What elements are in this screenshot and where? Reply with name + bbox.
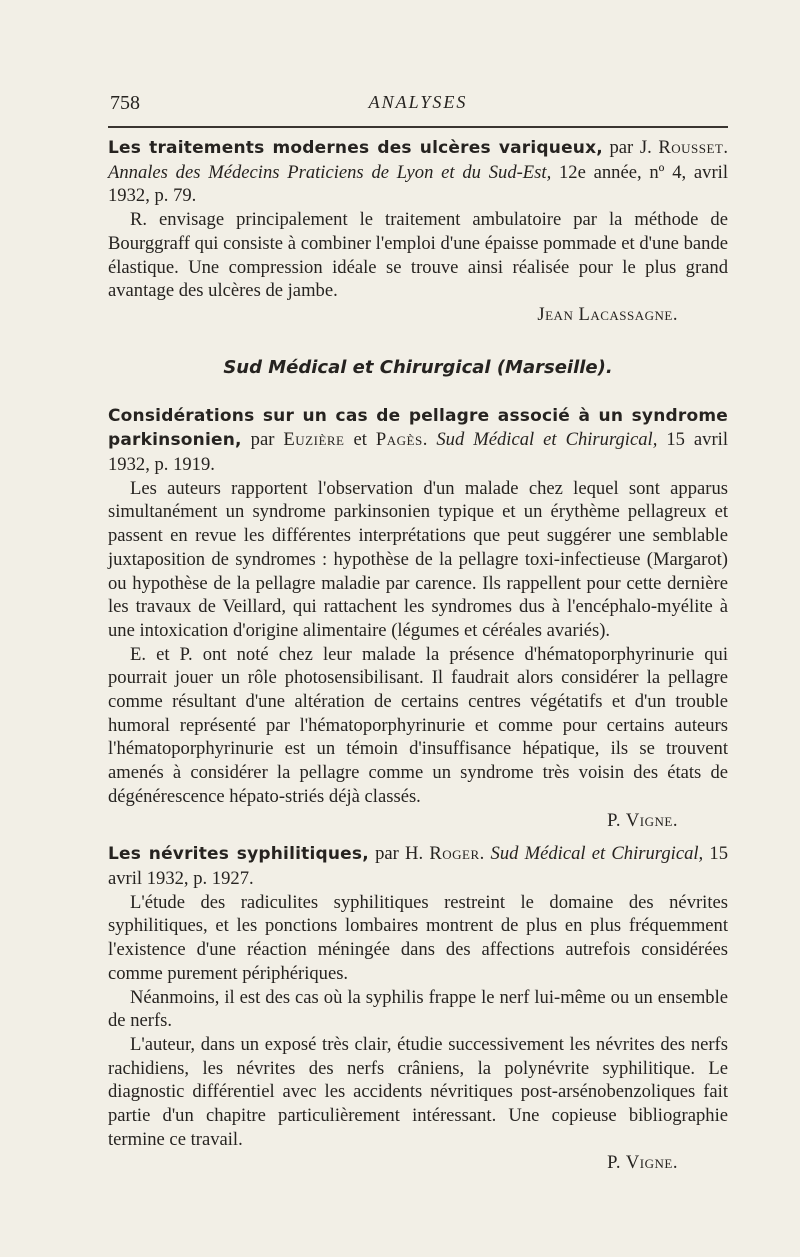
article-3-by: par H. [368, 843, 430, 865]
article-2-author-2: Pagès [375, 429, 423, 451]
article-1-body: R. envisage principalement le traitement ambulatoire par la méthode de Bourggraff qui consiste à combiner l'emploi d'une épaisse pommade et d'une bande élastique. Une compression idéale se trouve ainsi réalisée pour le plus grand avantage des ulcères de jambe. [108, 209, 728, 302]
article-1-details: 12e année, nº 4, avril 1932, p. 79. [108, 161, 729, 207]
article-2-title: Considérations sur un cas de pellagre associé à un syndrome parkinsonien, [108, 405, 728, 451]
article-1-source: Annales des Médecins Praticiens de Lyon et du Sud-Est, [108, 161, 552, 183]
article-1-title: Les traitements modernes des ulcères variqueux, [108, 138, 603, 158]
article-3-title: Les névrites syphilitiques, [108, 844, 369, 865]
journal-page [108, 92, 728, 1175]
article-3-signature: P. Vigne. [607, 1152, 678, 1174]
article-2-signature: P. Vigne. [607, 809, 678, 831]
article-3-source-sep: . [479, 843, 491, 865]
article-3-body-1: L'étude des radiculites syphilitiques restreint le domaine des névrites syphilitiques, et les ponctions lombaires montrent de plus en plus fréquemment l'existence d'une réaction méningée dans des affections autrefois considérées comme purement périphériques. [108, 891, 728, 984]
article-2-and: et [344, 429, 376, 451]
article-3-details: 15 avril 1932, p. 1927. [108, 843, 729, 889]
article-1-author: Rousset [658, 137, 724, 158]
page-number: 758 [110, 92, 140, 114]
article-gap [108, 832, 728, 842]
article-3-body-2: Néanmoins, il est des cas où la syphilis frappe le nerf lui-même ou un ensemble de nerfs. [108, 986, 728, 1032]
page-header [108, 92, 728, 126]
article-2-source: Sud Médical et Chirurgical, [436, 429, 658, 451]
article-1-signature: Jean Lacassagne. [537, 303, 678, 325]
section-heading: Sud Médical et Chirurgical (Marseille). [223, 356, 613, 378]
article-2-source-sep: . [422, 429, 437, 451]
article-2-body-2: E. et P. ont noté chez leur malade la présence d'hématoporphyrinurie qui pourrait jouer un rôle photosensibilisant. Il faudrait alors considérer la pellagre comme résultant d'une altération de certains centres végétatifs et d'un trouble humoral représenté par l'hématoporphyrinurie et comme pour certains auteurs l'hématoporphyrinurie est un témoin d'insuffisance hépatique, ils se trouvent amenés à considérer la pellagre comme un syndrome très voisin des états de dégénérescence hépato-striés déjà classés. [108, 643, 728, 807]
article-3-source: Sud Médical et Chirurgical, [490, 843, 704, 865]
article-2-details: 15 avril 1932, p. 1919. [108, 429, 728, 476]
article-2-body-1: Les auteurs rapportent l'observation d'un malade chez lequel sont apparus simultanément un syndrome parkinsonien typique et un érythème pellagreux et passent en revue les différentes interprétations que peut suggérer une semblable juxtaposition de syndromes : hypothèse de la pellagre toxi-infectieuse (Margarot) ou hypothèse de la pellagre maladie par carence. Ils rappellent pour cette dernière les travaux de Veillard, qui rattachent les syndromes dus à l'encéphalo-myélite à une intoxication d'origine alimentaire (légumes et céréales avariés). [108, 477, 728, 641]
article-1-source-sep: . [723, 137, 728, 158]
article-2-by: par [241, 429, 284, 451]
article-1-by: par J. [602, 137, 659, 158]
article-2-author-1: Euzière [283, 429, 345, 451]
article-3-body-3: L'auteur, dans un exposé très clair, étudie successivement les névrites des nerfs rachidiens, les névrites des nerfs crâniens, la polynévrite syphilitique. Le diagnostic différentiel avec les accidents névritiques post-arsénobenzoliques fait partie d'un chapitre particulièrement intéressant. Une copieuse bibliographie termine ce travail. [108, 1033, 728, 1150]
article-1-citation [108, 136, 728, 208]
running-head: ANALYSES [368, 92, 468, 112]
header-rule [108, 126, 728, 128]
article-3-author: Roger [429, 843, 480, 865]
article-2-citation [108, 404, 728, 477]
article-3-citation [108, 842, 728, 890]
